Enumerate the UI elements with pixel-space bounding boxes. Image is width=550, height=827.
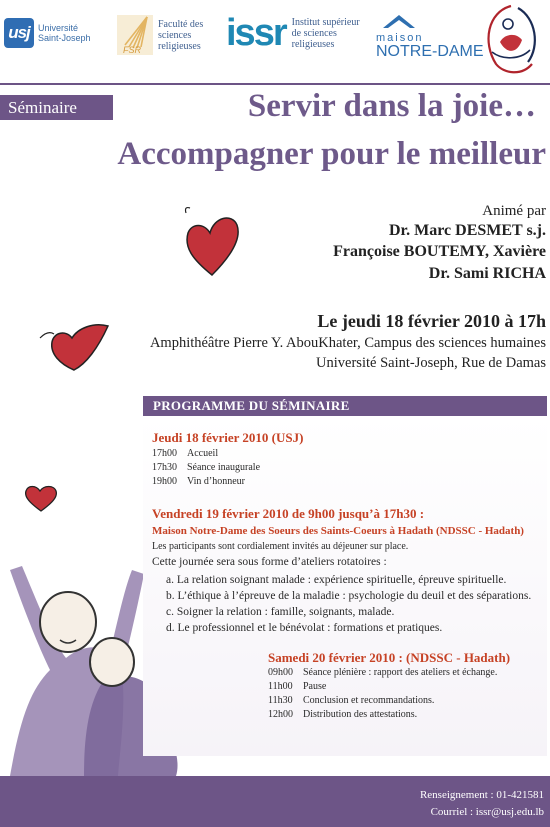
schedule-time: 11h00 — [268, 681, 293, 692]
schedule-row — [152, 475, 260, 489]
day-1-schedule — [152, 447, 260, 489]
issr-logo-mark: issr — [226, 12, 286, 54]
day-2-note: Les participants sont cordialement invités au déjeuner sur place. — [152, 541, 409, 552]
schedule-time: 12h00 — [268, 709, 293, 720]
schedule-label: Conclusion et recommandations. — [303, 695, 435, 706]
title-line-1: Servir dans la joie… — [247, 88, 536, 124]
emblem-logo — [478, 2, 544, 78]
issr-logo-line2: de sciences — [291, 27, 337, 39]
workshop-item: c. Soigner la relation : famille, soignants, malade. — [166, 606, 395, 618]
schedule-label: Distribution des attestations. — [303, 709, 418, 720]
schedule-label: Vin d’honneur — [187, 476, 245, 487]
usj-logo-mark: usj — [4, 18, 34, 48]
contact-email: Courriel : issr@usj.edu.lb — [430, 806, 544, 818]
contact-phone: Renseignement : 01-421581 — [419, 789, 544, 801]
issr-logo-line1: Institut supérieur — [291, 16, 360, 28]
schedule-row — [268, 694, 497, 708]
schedule-label: Accueil — [187, 448, 219, 459]
notre-dame-logo-big: NOTRE-DAME — [376, 43, 484, 60]
event-venue-line-1: Amphithéâtre Pierre Y. AbouKhater, Campus des sciences humaines — [149, 335, 546, 351]
workshop-item: b. L’éthique à l’épreuve de la maladie : psychologie du deuil et des séparations. — [166, 590, 532, 602]
fsr-logo — [117, 15, 203, 55]
fsr-logo-line2: sciences — [158, 29, 192, 41]
schedule-row — [268, 680, 497, 694]
schedule-time: 19h00 — [152, 476, 177, 487]
schedule-time: 09h00 — [268, 667, 293, 678]
issr-logo — [226, 13, 360, 53]
seminaire-tag: Séminaire — [0, 95, 113, 120]
schedule-label: Séance inaugurale — [187, 462, 261, 473]
speaker-name: Françoise BOUTEMY, Xavière — [333, 243, 546, 260]
usj-logo-line2: Saint-Joseph — [38, 33, 91, 43]
header-divider — [0, 83, 550, 85]
fsr-logo-icon — [117, 15, 153, 55]
day-3-schedule — [268, 666, 497, 722]
schedule-time: 17h30 — [152, 462, 177, 473]
schedule-label: Séance plénière : rapport des ateliers et échange. — [303, 667, 498, 678]
schedule-row — [268, 666, 497, 680]
notre-dame-logo-small: maison — [376, 32, 424, 44]
day-2-intro: Cette journée sera sous forme d’ateliers rotatoires : — [152, 556, 387, 568]
speakers-intro: Animé par — [482, 203, 546, 219]
footer-bar — [0, 776, 550, 827]
day-3-title: Samedi 20 février 2010 : (NDSSC - Hadath) — [268, 650, 511, 665]
workshop-list — [166, 572, 531, 636]
schedule-row — [152, 447, 260, 461]
workshop-item: d. Le professionnel et le bénévolat : formations et pratiques. — [166, 622, 443, 634]
roof-icon — [382, 14, 416, 30]
heart-icon — [38, 318, 110, 374]
programme-header: PROGRAMME DU SÉMINAIRE — [143, 396, 547, 416]
day-1-title: Jeudi 18 février 2010 (USJ) — [152, 430, 304, 445]
schedule-row — [152, 461, 260, 475]
schedule-label: Pause — [303, 681, 327, 692]
workshop-item: a. La relation soignant malade : expérience spirituelle, épreuve spirituelle. — [166, 574, 507, 586]
day-2-location: Maison Notre-Dame des Soeurs des Saints-Coeurs à Hadath (NDSSC - Hadath) — [152, 525, 524, 537]
svg-text:FSR: FSR — [123, 45, 141, 55]
heart-icon — [182, 203, 242, 278]
notre-dame-logo — [376, 14, 484, 60]
event-date: Le jeudi 18 février 2010 à 17h — [317, 311, 546, 331]
day-2-title: Vendredi 19 février 2010 de 9h00 jusqu’à 17h30 : — [152, 506, 425, 521]
usj-logo-line1: Université — [38, 23, 79, 33]
heart-icon — [22, 483, 60, 513]
title-line-2: Accompagner pour le meilleur — [117, 136, 546, 172]
issr-logo-line3: religieuses — [291, 38, 335, 50]
schedule-time: 11h30 — [268, 695, 293, 706]
schedule-row — [268, 708, 497, 722]
fsr-logo-line1: Faculté des — [158, 18, 204, 30]
speaker-name: Dr. Sami RICHA — [428, 265, 546, 282]
usj-logo — [4, 18, 91, 48]
fsr-logo-line3: religieuses — [158, 40, 201, 52]
event-venue-line-2: Université Saint-Joseph, Rue de Damas — [316, 355, 546, 371]
schedule-time: 17h00 — [152, 448, 177, 459]
speaker-name: Dr. Marc DESMET s.j. — [388, 222, 546, 239]
